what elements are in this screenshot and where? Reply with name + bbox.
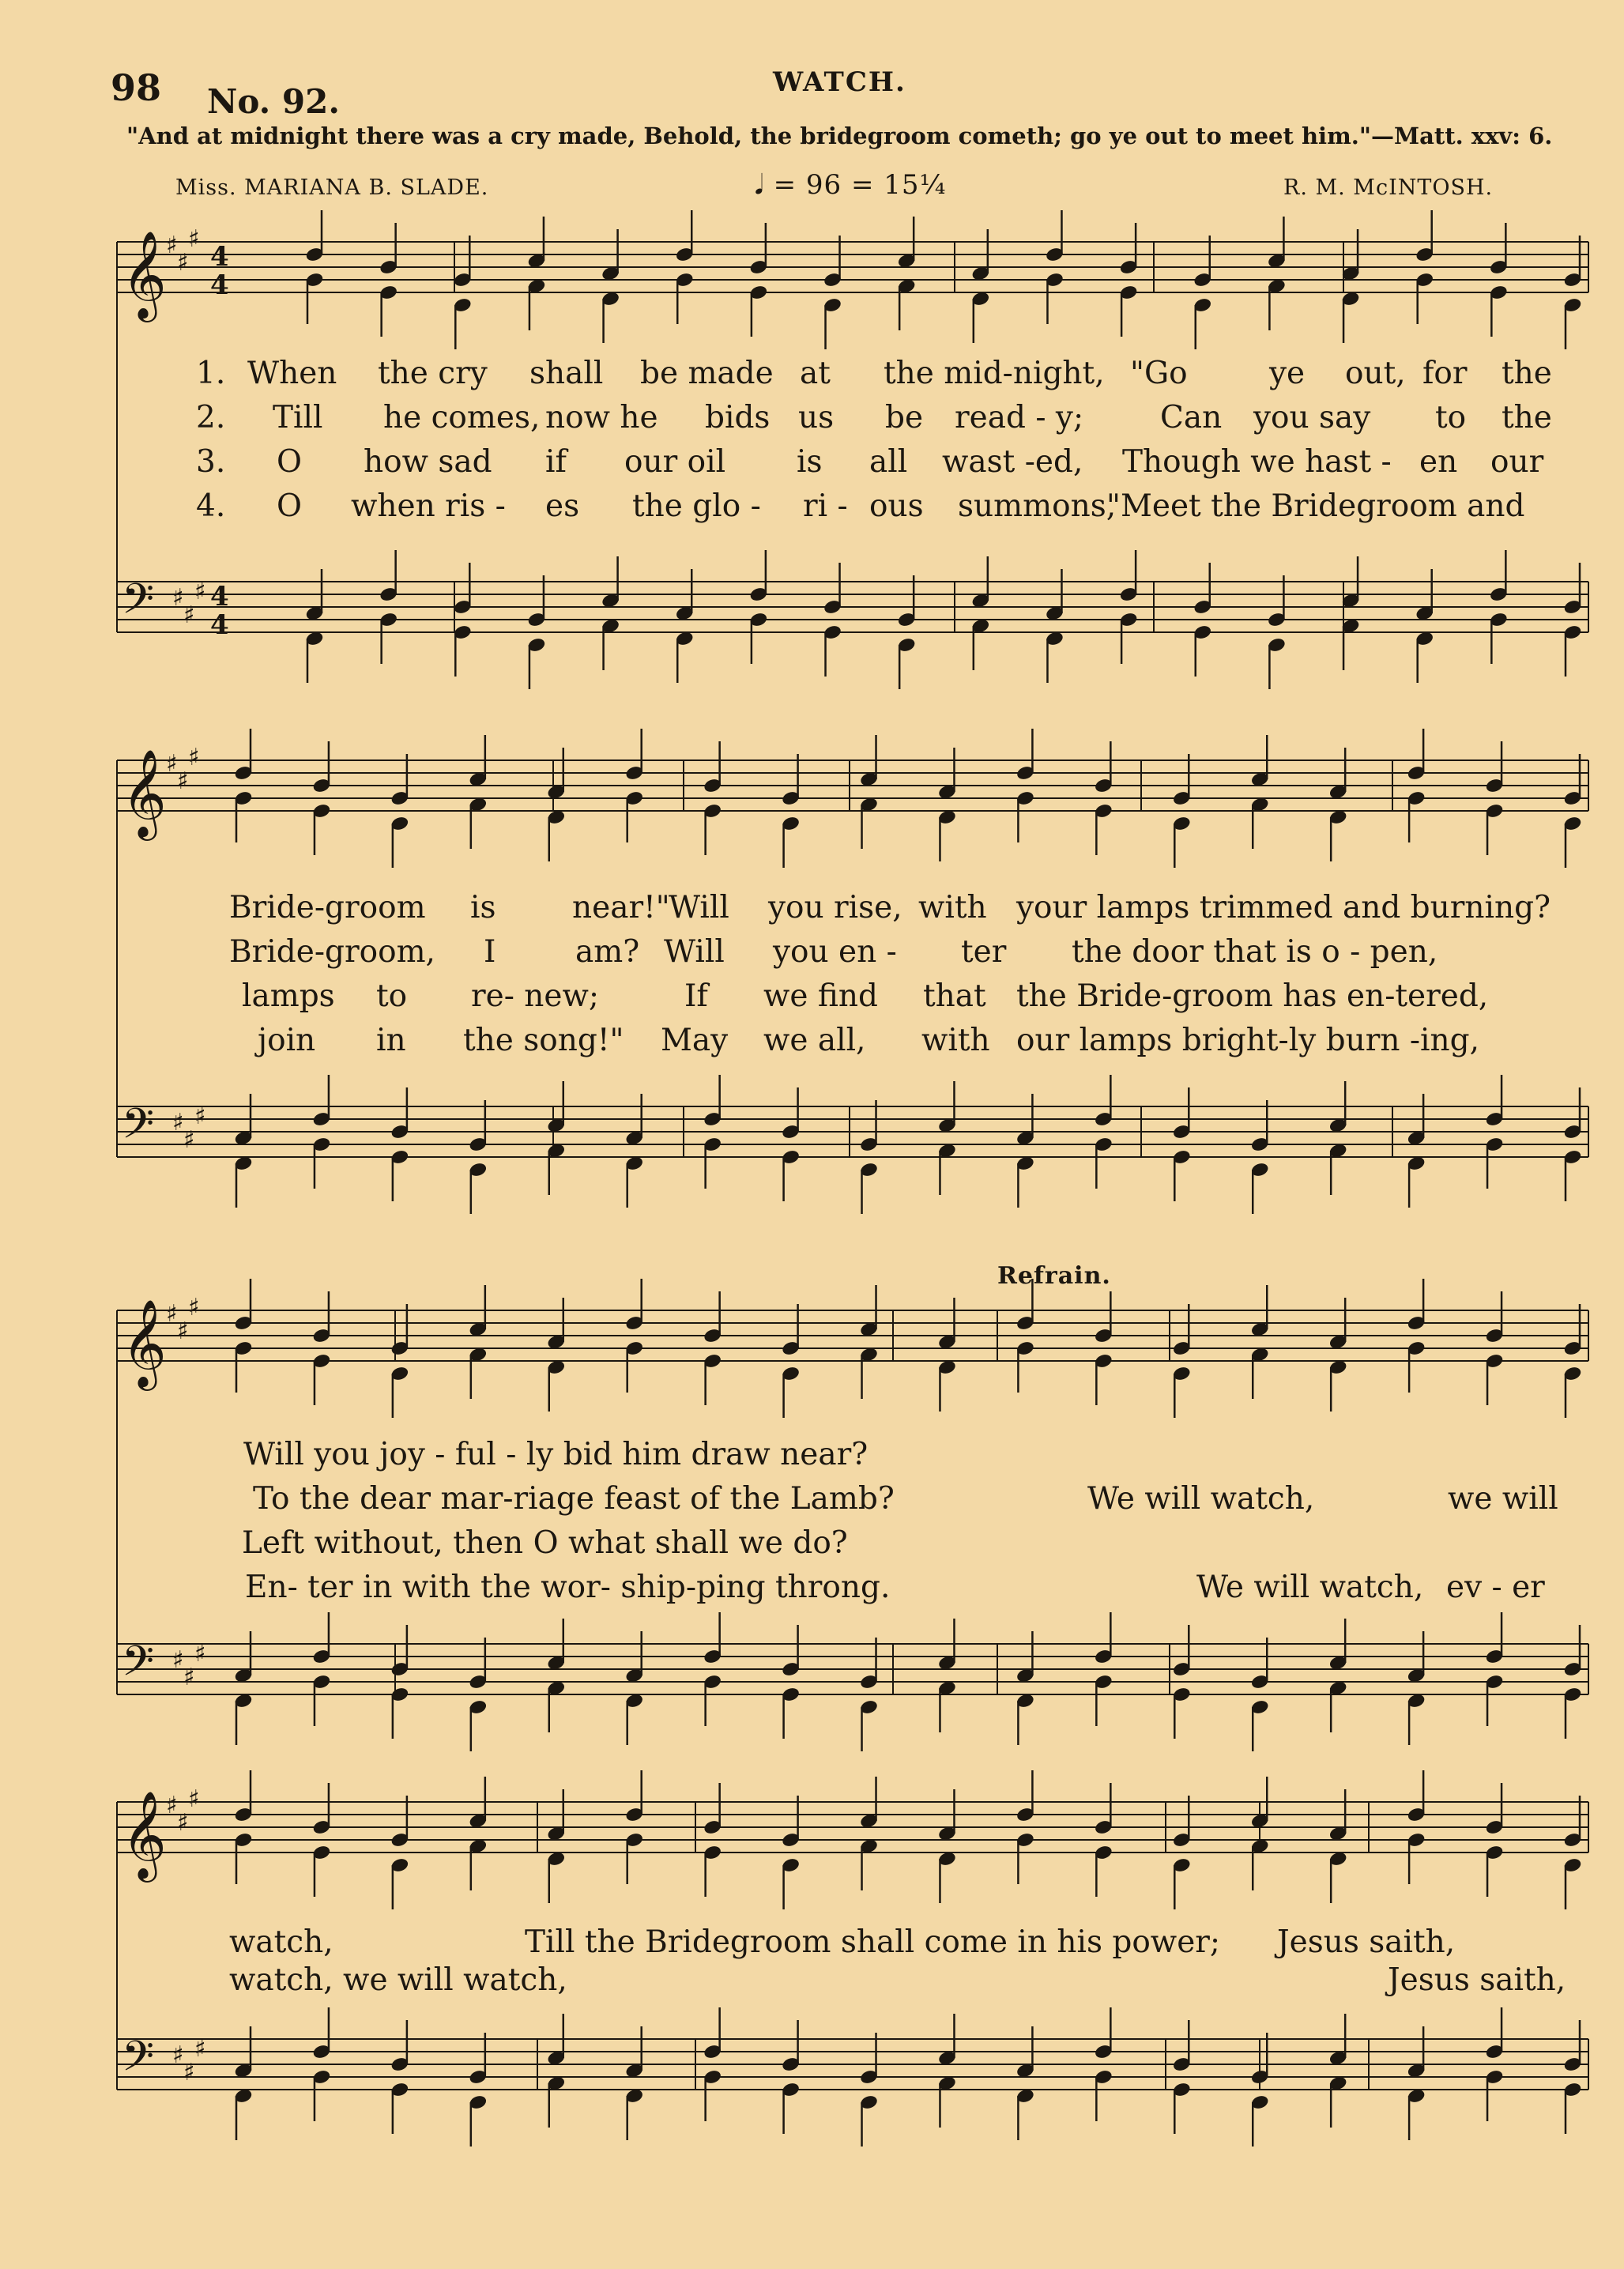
verse-number: 1.: [196, 356, 226, 391]
lyric-word: is: [797, 444, 823, 480]
lyric-line: To the dear mar-riage feast of the Lamb?: [253, 1481, 895, 1517]
lyric-word: lamps: [242, 978, 335, 1014]
lyric-word: If: [684, 978, 708, 1014]
lyric-word: how sad: [364, 444, 492, 480]
sharp-sign: ♯: [177, 1317, 189, 1345]
lyric-line: Till the Bridegroom shall come in his power;: [525, 1924, 1221, 1960]
lyric-word: in: [376, 1023, 406, 1058]
lyric-word: Bride-groom: [229, 890, 426, 925]
lyric-word: with: [921, 1023, 990, 1058]
sharp-sign: ♯: [183, 601, 195, 629]
lyric-word: our: [1490, 444, 1544, 480]
lyric-word: the door that is o - pen,: [1072, 934, 1438, 970]
lyric-word: Bride-groom,: [229, 934, 435, 970]
lyric-word: the song!": [463, 1023, 624, 1058]
lyric-word: Can: [1160, 400, 1223, 435]
sharp-sign: ♯: [188, 744, 200, 771]
time-signature: 4: [210, 241, 229, 273]
lyric-word: you en -: [773, 934, 897, 970]
lyric-word: read - y;: [955, 400, 1084, 435]
sharp-sign: ♯: [188, 1294, 200, 1321]
lyric-line: watch, we will watch,: [229, 1962, 567, 1998]
lyric-word: out,: [1345, 356, 1406, 391]
treble-clef: 𝄞: [122, 748, 167, 837]
sharp-sign: ♯: [188, 225, 200, 253]
treble-clef: 𝄞: [122, 1298, 167, 1387]
lyric-word: the mid-night,: [884, 356, 1105, 391]
lyric-word: ri -: [803, 488, 848, 524]
lyric-word: "Go: [1130, 356, 1188, 391]
lyric-line: ev - er: [1446, 1570, 1545, 1605]
sharp-sign: ♯: [166, 1300, 178, 1328]
time-signature: 4: [210, 581, 229, 612]
lyric-word: to: [1435, 400, 1467, 435]
lyric-line: We will watch,: [1087, 1481, 1315, 1517]
lyric-word: When: [247, 356, 337, 391]
lyric-word: am?: [575, 934, 640, 970]
lyric-word: ye: [1269, 356, 1306, 391]
lyric-word: near!": [572, 890, 670, 925]
lyric-word: we find: [763, 978, 878, 1014]
sharp-sign: ♯: [177, 249, 189, 277]
lyric-word: ous: [869, 488, 924, 524]
lyric-word: Will: [664, 934, 725, 970]
lyric-word: Will: [669, 890, 729, 925]
lyric-word: for: [1422, 356, 1468, 391]
lyric-word: you rise,: [768, 890, 902, 925]
bass-clef: 𝄢: [122, 1638, 155, 1696]
bass-clef: 𝄢: [122, 2033, 155, 2091]
scripture-epigraph: "And at midnight there was a cry made, Behold, the bridegroom cometh; go ye out to meet him."—Matt. xxv: 6.: [126, 122, 1553, 149]
sharp-sign: ♯: [172, 2041, 184, 2069]
lyric-word: with: [918, 890, 987, 925]
lyric-word: summons,: [958, 488, 1117, 524]
bass-clef: 𝄢: [122, 575, 155, 634]
verse-number: 4.: [196, 488, 226, 524]
lyric-line: We will watch,: [1196, 1570, 1424, 1605]
sharp-sign: ♯: [194, 1102, 206, 1130]
lyric-line: Jesus saith,: [1388, 1962, 1566, 1998]
lyric-word: re- new;: [471, 978, 600, 1014]
lyric-word: you say: [1253, 400, 1371, 435]
sharp-sign: ♯: [194, 578, 206, 605]
lyric-word: Till: [273, 400, 323, 435]
lyric-line: Left without, then O what shall we do?: [242, 1525, 848, 1561]
hymn-number: No. 92.: [207, 82, 340, 121]
sharp-sign: ♯: [183, 2059, 195, 2086]
lyric-word: the Bride-groom has en-tered,: [1016, 978, 1489, 1014]
tempo-marking: 𝅘𝅥 = 96 = 15¼: [755, 169, 947, 201]
lyric-word: shall: [529, 356, 604, 391]
lyric-word: wast -ed,: [942, 444, 1083, 480]
lyric-line: En- ter in with the wor- ship-ping throng.: [245, 1570, 891, 1605]
sharp-sign: ♯: [166, 1792, 178, 1819]
sharp-sign: ♯: [166, 750, 178, 778]
lyric-word: be made: [640, 356, 774, 391]
lyric-word: the glo -: [632, 488, 761, 524]
lyric-word: your lamps trimmed and burning?: [1016, 890, 1551, 925]
lyric-word: en: [1419, 444, 1458, 480]
verse-number: 3.: [196, 444, 226, 480]
refrain-label: Refrain.: [997, 1262, 1111, 1290]
lyric-word: Though we hast -: [1122, 444, 1392, 480]
lyric-word: our lamps bright-ly burn -ing,: [1016, 1023, 1480, 1058]
sharp-sign: ♯: [194, 1640, 206, 1668]
composer-credit: R. M. McINTOSH.: [1283, 175, 1494, 200]
lyric-word: all: [869, 444, 908, 480]
lyric-word: we all,: [763, 1023, 866, 1058]
lyric-word: O: [277, 488, 302, 524]
lyric-line: Jesus saith,: [1277, 1924, 1456, 1960]
lyric-word: now he: [545, 400, 658, 435]
lyric-word: if: [545, 444, 567, 480]
lyric-word: at: [800, 356, 831, 391]
lyric-word: our oil: [624, 444, 726, 480]
sharp-sign: ♯: [172, 1646, 184, 1674]
lyric-word: is: [470, 890, 496, 925]
lyric-line: Will you joy - ful - ly bid him draw near?: [243, 1437, 869, 1472]
lyric-word: bids: [705, 400, 771, 435]
lyric-word: the: [1502, 356, 1552, 391]
lyric-word: the: [1502, 400, 1552, 435]
lyric-word: ter: [961, 934, 1007, 970]
lyric-word: May: [661, 1023, 729, 1058]
lyric-word: I: [484, 934, 496, 970]
time-signature: 4: [210, 269, 229, 301]
hymn-title: WATCH.: [773, 66, 906, 98]
time-signature: 4: [210, 609, 229, 641]
sharp-sign: ♯: [194, 2035, 206, 2063]
lyric-word: that: [923, 978, 986, 1014]
lyric-word: the cry: [378, 356, 488, 391]
page-number: 98: [111, 66, 162, 109]
bass-clef: 𝄢: [122, 1100, 155, 1159]
sharp-sign: ♯: [183, 1126, 195, 1154]
lyricist-credit: Miss. MARIANA B. SLADE.: [175, 175, 489, 200]
sharp-sign: ♯: [172, 584, 184, 612]
lyric-line: we will: [1448, 1481, 1558, 1517]
treble-clef: 𝄞: [122, 1790, 167, 1879]
sharp-sign: ♯: [166, 232, 178, 259]
sharp-sign: ♯: [172, 1109, 184, 1136]
lyric-line: watch,: [229, 1924, 333, 1960]
lyric-word: he comes,: [383, 400, 541, 435]
verse-number: 2.: [196, 400, 226, 435]
lyric-word: join: [258, 1023, 316, 1058]
sharp-sign: ♯: [188, 1785, 200, 1813]
lyric-word: O: [277, 444, 302, 480]
lyric-word: "Meet the Bridegroom and: [1106, 488, 1525, 524]
lyric-word: us: [798, 400, 835, 435]
lyric-word: when ris -: [351, 488, 506, 524]
sharp-sign: ♯: [177, 1809, 189, 1837]
treble-clef: 𝄞: [122, 230, 167, 318]
sharp-sign: ♯: [183, 1664, 195, 1691]
lyric-word: es: [545, 488, 580, 524]
sharp-sign: ♯: [177, 767, 189, 795]
lyric-word: to: [376, 978, 408, 1014]
lyric-word: be: [885, 400, 924, 435]
